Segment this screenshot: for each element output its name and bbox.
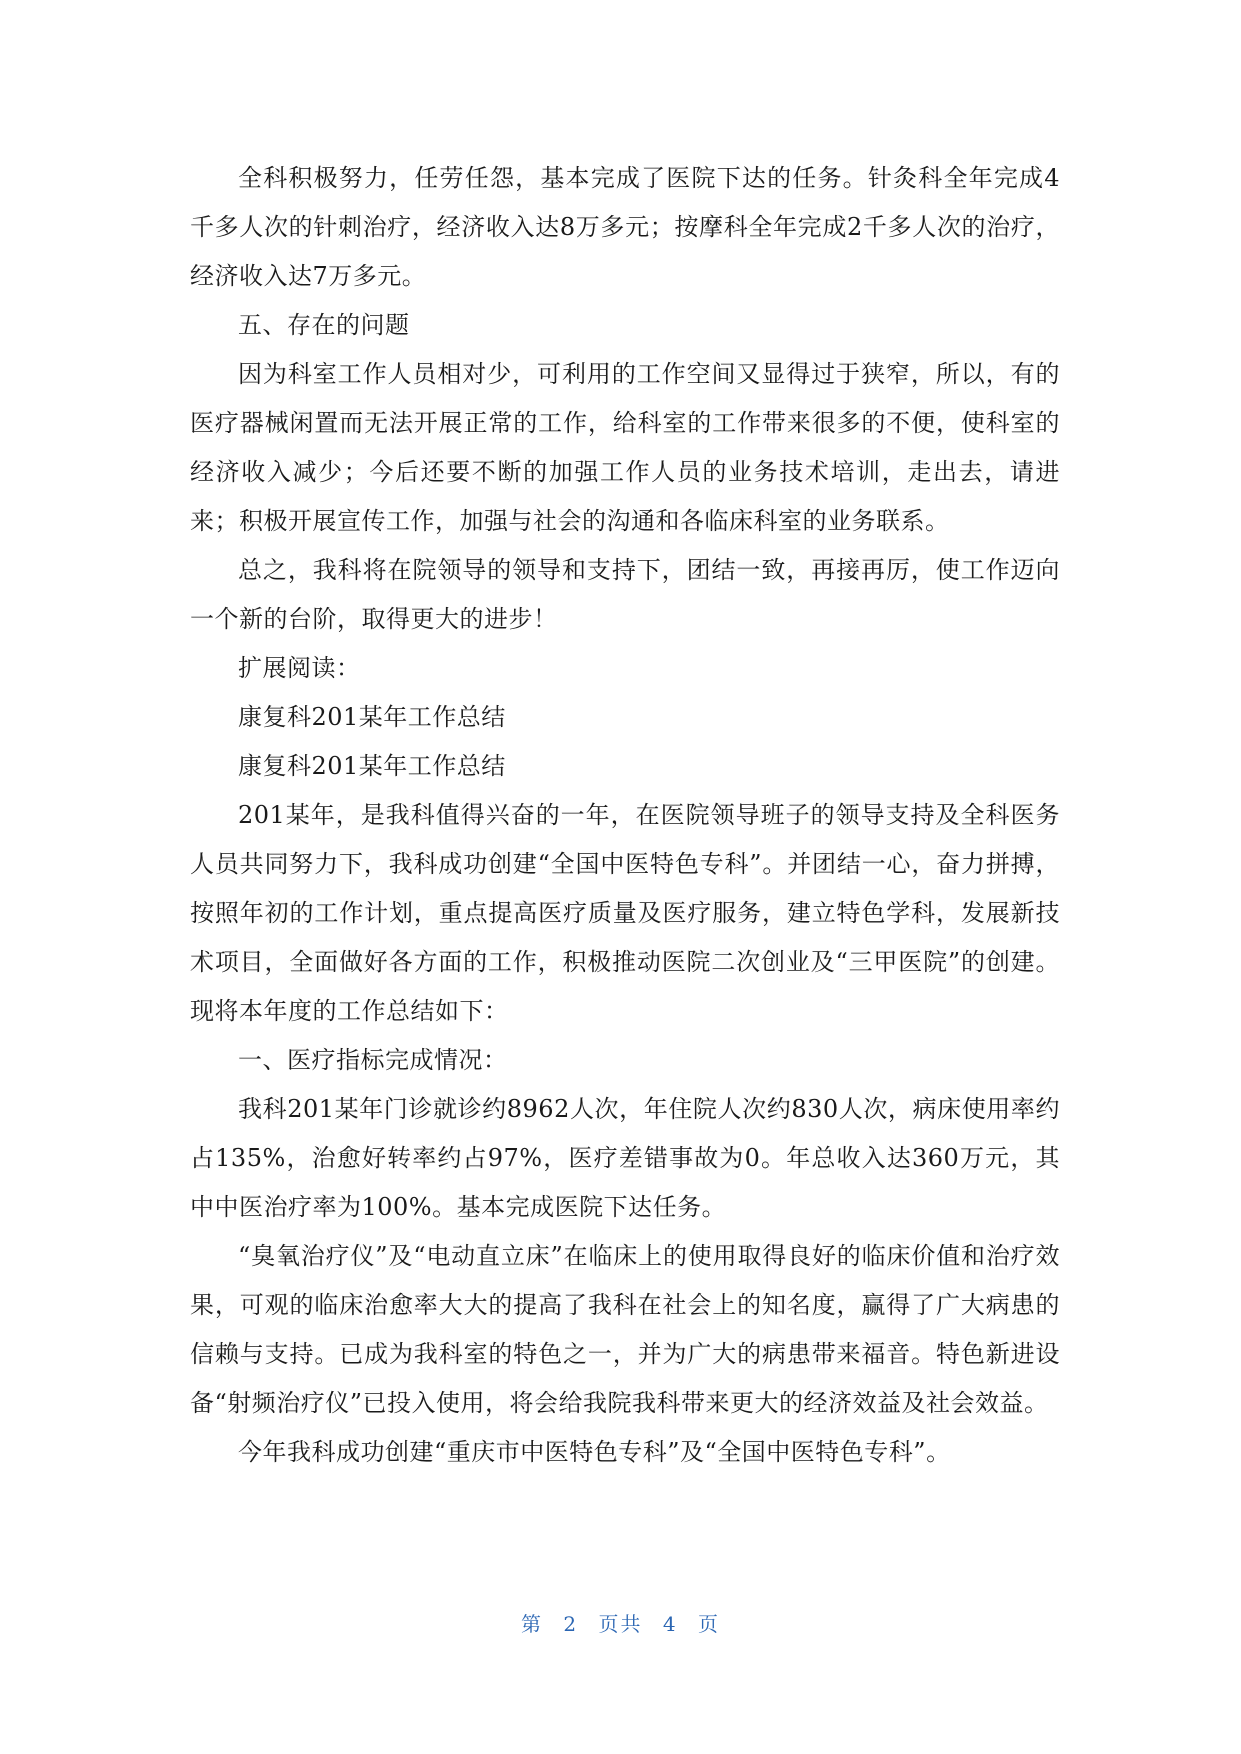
article-title: 康复科201某年工作总结 [238, 752, 506, 780]
paragraph: 201某年，是我科值得兴奋的一年，在医院领导班子的领导支持及全科医务人员共同努力下，我科成功创建“全国中医特色专科”。并团结一心，奋力拼搏，按照年初的工作计划，重点提高医疗质量及医疗服务，建立特色学科，发展新技术项目，全面做好各方面的工作，积极推动医院二次创业及“三甲医院”的创建。现将本年度的工作总结如下： [190, 801, 1060, 1025]
section-heading: 五、存在的问题 [238, 311, 410, 339]
paragraph: 因为科室工作人员相对少，可利用的工作空间又显得过于狭窄，所以，有的医疗器械闲置而无法开展正常的工作，给科室的工作带来很多的不便，使科室的经济收入减少；今后还要不断的加强工作人员的业务技术培训，走出去，请进来；积极开展宣传工作，加强与社会的沟通和各临床科室的业务联系。 [190, 360, 1060, 535]
paragraph: 总之，我科将在院领导的领导和支持下，团结一致，再接再厉，使工作迈向一个新的台阶，取得更大的进步！ [190, 556, 1060, 633]
footer-label-page: 第 [521, 1612, 544, 1636]
paragraph: 全科积极努力，任劳任怨，基本完成了医院下达的任务。针灸科全年完成4千多人次的针刺治疗，经济收入达8万多元；按摩科全年完成2千多人次的治疗，经济收入达7万多元。 [190, 164, 1060, 290]
paragraph: 我科201某年门诊就诊约8962人次，年住院人次约830人次，病床使用率约占135%，治愈好转率约占97%，医疗差错事故为0。年总收入达360万元，其中中医治疗率为100%。基本完成医院下达任务。 [190, 1095, 1060, 1221]
paragraph: 今年我科成功创建“重庆市中医特色专科”及“全国中医特色专科”。 [238, 1438, 951, 1466]
section-heading: 一、医疗指标完成情况： [238, 1046, 508, 1074]
paragraph: “臭氧治疗仪”及“电动直立床”在临床上的使用取得良好的临床价值和治疗效果，可观的临床治愈率大大的提高了我科在社会上的知名度，赢得了广大病患的信赖与支持。已成为我科室的特色之一，并为广大的病患带来福音。特色新进设备“射频治疗仪”已投入使用，将会给我院我科带来更大的经济效益及社会效益。 [190, 1242, 1060, 1417]
footer-label-of: 页共 [598, 1612, 643, 1636]
document-body [190, 154, 1060, 1477]
page-footer [0, 1608, 1241, 1637]
footer-label-end: 页 [697, 1612, 720, 1636]
footer-current-page: 2 [563, 1612, 579, 1636]
extended-reading-label: 扩展阅读： [238, 654, 361, 682]
article-title: 康复科201某年工作总结 [238, 703, 506, 731]
footer-total-pages: 4 [662, 1612, 678, 1636]
